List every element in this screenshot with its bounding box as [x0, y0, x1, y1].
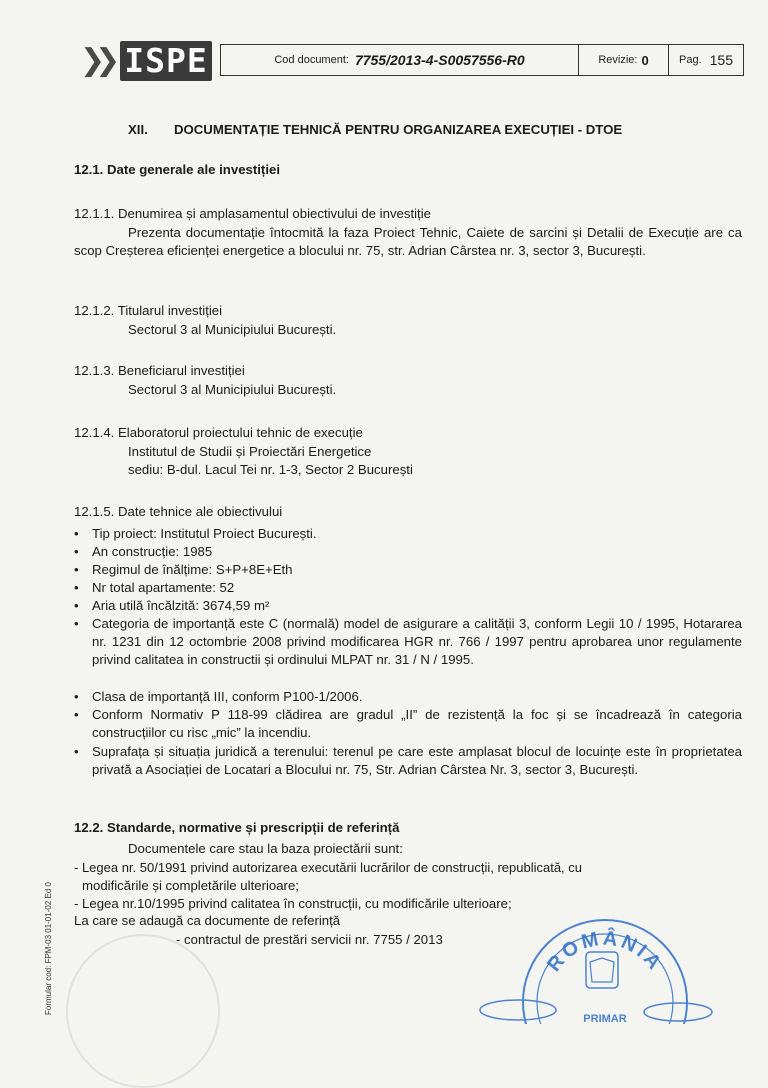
code-value: 7755/2013-4-S0057556-R0: [354, 52, 525, 68]
chapter-number: XII.: [128, 122, 148, 137]
list-item: • Conform Normativ P 118-99 clădirea are gradul „II” de rezistență la foc și se încadrează în categoria construcțiilor cu risc „mic” la incendiu.: [74, 707, 742, 740]
elaborator-address: sediu: B-dul. Lacul Tei nr. 1-3, Sector 2 București: [128, 462, 413, 477]
section-12-1-2-body: Sectorul 3 al Municipiului București.: [128, 322, 337, 337]
section-12-1-1-title: 12.1.1. Denumirea și amplasamentul obiectivului de investiție: [74, 206, 431, 221]
page-label: Pag.: [679, 54, 702, 66]
double-chevron-icon: ❯❯: [80, 44, 111, 77]
bullet-icon: •: [74, 562, 79, 577]
section-12-2-heading: 12.2. Standarde, normative și prescripții de referință: [74, 820, 400, 835]
bullet-icon: •: [74, 544, 79, 559]
revision-cell: [579, 45, 669, 75]
list-item: • Tip proiect: Institutul Proiect București.: [74, 526, 317, 541]
reference-intro: La care se adaugă ca documente de referință: [74, 913, 341, 928]
section-12-1-heading: 12.1. Date generale ale investiției: [74, 162, 280, 177]
form-code-note: Formular cod: FPM-03 01-01-02 Ed 0: [44, 882, 53, 1015]
revision-label: Revizie:: [598, 54, 638, 66]
document-header-box: [220, 44, 744, 76]
code-label: Cod document:: [274, 54, 349, 66]
bullet-icon: •: [74, 707, 79, 722]
section-12-1-2-title: 12.1.2. Titularul investiției: [74, 303, 223, 318]
stamp-text-primar: PRIMAR: [583, 1013, 627, 1024]
list-item: • Suprafața și situația juridică a terenului: terenul pe care este amplasat blocul de locuințe este în proprietatea privată a Asociației de Locatari a Blocului nr. 75, Str. Adrian Cârstea Nr. 3, sector 3, București.: [74, 744, 742, 777]
chapter-title: DOCUMENTAȚIE TEHNICĂ PENTRU ORGANIZAREA EXECUȚIEI - DTOE: [174, 122, 623, 137]
list-item: • Categoria de importanță este C (normală) model de asigurare a calității 3, conform Legii 10 / 1995, Hotararea nr. 1231 din 12 octombrie 2008 privind modificarea HGR nr. 766 / 1997 pentru aprobarea unor regulamente privind calitatea in constructii și ordinului MLPAT nr. 31 / N / 1995.: [74, 616, 742, 667]
bullet-icon: •: [74, 744, 79, 759]
stamp-text-romania: ROMÂNIA: [543, 927, 667, 976]
section-12-1-3-title: 12.1.3. Beneficiarul investiției: [74, 363, 245, 378]
page-cell: [669, 45, 743, 75]
bullet-icon: •: [74, 598, 79, 613]
list-item: • Aria utilă încălzită: 3674,59 m²: [74, 598, 270, 613]
list-item: • Regimul de înălțime: S+P+8E+Eth: [74, 562, 293, 577]
reference-contract: - contractul de prestări servicii nr. 7755 / 2013: [176, 932, 443, 947]
section-12-2-intro: Documentele care stau la baza proiectării sunt:: [128, 841, 403, 856]
law-10-1995: - Legea nr.10/1995 privind calitatea în construcții, cu modificările ulterioare;: [74, 896, 512, 911]
bullet-icon: •: [74, 526, 79, 541]
section-12-1-4-title: 12.1.4. Elaboratorul proiectului tehnic de execuție: [74, 425, 363, 440]
revision-value: 0: [641, 52, 649, 68]
bullet-icon: •: [74, 616, 79, 631]
faint-stamp-mark: [66, 934, 220, 1088]
list-item: • Clasa de importanță III, conform P100-1/2006.: [74, 689, 363, 704]
elaborator-name: Institutul de Studii și Proiectări Energetice: [128, 444, 372, 459]
official-stamp: [478, 892, 728, 1024]
law-50-1991-line1: - Legea nr. 50/1991 privind autorizarea executării lucrărilor de construcții, republicată, cu: [74, 860, 582, 875]
bullet-icon: •: [74, 689, 79, 704]
document-code-cell: [221, 45, 579, 75]
list-item: • An construcție: 1985: [74, 544, 213, 559]
logo-text: ISPE: [120, 41, 211, 81]
law-50-1991-line2: modificările și completările ulterioare;: [82, 878, 299, 893]
page-number: 155: [709, 52, 733, 68]
list-item: • Nr total apartamente: 52: [74, 580, 235, 595]
section-12-1-1-body: Prezenta documentație întocmită la faza Proiect Tehnic, Caiete de sarcini și Detalii de Execuție are ca scop Creșterea eficienței energetice a blocului nr. 75, str. Adrian Cârstea nr. 3, sector 3, București.: [74, 225, 742, 258]
section-12-1-3-body: Sectorul 3 al Municipiului București.: [128, 382, 337, 397]
ispe-logo: [80, 41, 212, 81]
section-12-1-5-title: 12.1.5. Date tehnice ale obiectivului: [74, 504, 283, 519]
bullet-icon: •: [74, 580, 79, 595]
